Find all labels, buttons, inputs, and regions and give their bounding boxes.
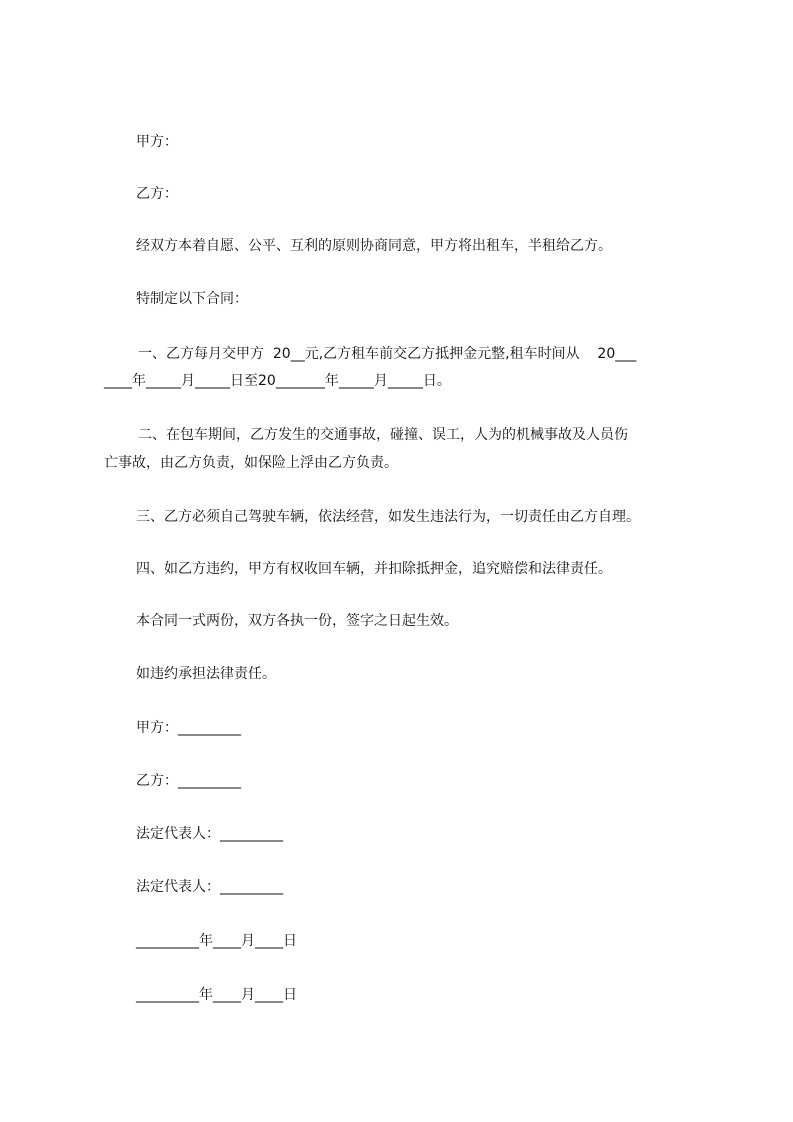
legal-representative-2: 法定代表人：_________ bbox=[136, 879, 283, 895]
party-b-label: 乙方： bbox=[136, 186, 178, 202]
date-line-2: _________年____月____日 bbox=[136, 987, 297, 1003]
signature-party-b: 乙方：_________ bbox=[136, 773, 241, 789]
legal-representative-1: 法定代表人：_________ bbox=[136, 826, 283, 842]
copies-clause: 本合同一式两份，双方各执一份，签字之日起生效。 bbox=[136, 613, 458, 629]
signature-party-a: 甲方：_________ bbox=[136, 720, 241, 736]
date-line-1: _________年____月____日 bbox=[136, 933, 297, 949]
clause-4: 四、如乙方违约，甲方有权收回车辆，并扣除抵押金，追究赔偿和法律责任。 bbox=[136, 561, 612, 577]
clause-1-line-1: 一、乙方每月交甲方 20__元,乙方租车前交乙方抵押金元整,租车时间从 20___ bbox=[138, 346, 637, 362]
party-a-label: 甲方： bbox=[136, 134, 178, 150]
special-intro: 特制定以下合同： bbox=[136, 291, 248, 307]
clause-2-line-1: 二、在包车期间，乙方发生的交通事故，碰撞、误工，人为的机械事故及人员伤 bbox=[138, 427, 628, 443]
breach-clause: 如违约承担法律责任。 bbox=[136, 666, 276, 682]
intro-paragraph: 经双方本着自愿、公平、互利的原则协商同意，甲方将出租车，半租给乙方。 bbox=[136, 238, 612, 254]
clause-3: 三、乙方必须自己驾驶车辆，依法经营，如发生违法行为，一切责任由乙方自理。 bbox=[136, 509, 640, 525]
clause-1-line-2: ____年_____月_____日至20_______年_____月_____日。 bbox=[104, 373, 451, 389]
clause-2-line-2: 亡事故，由乙方负责，如保险上浮由乙方负责。 bbox=[104, 455, 398, 471]
